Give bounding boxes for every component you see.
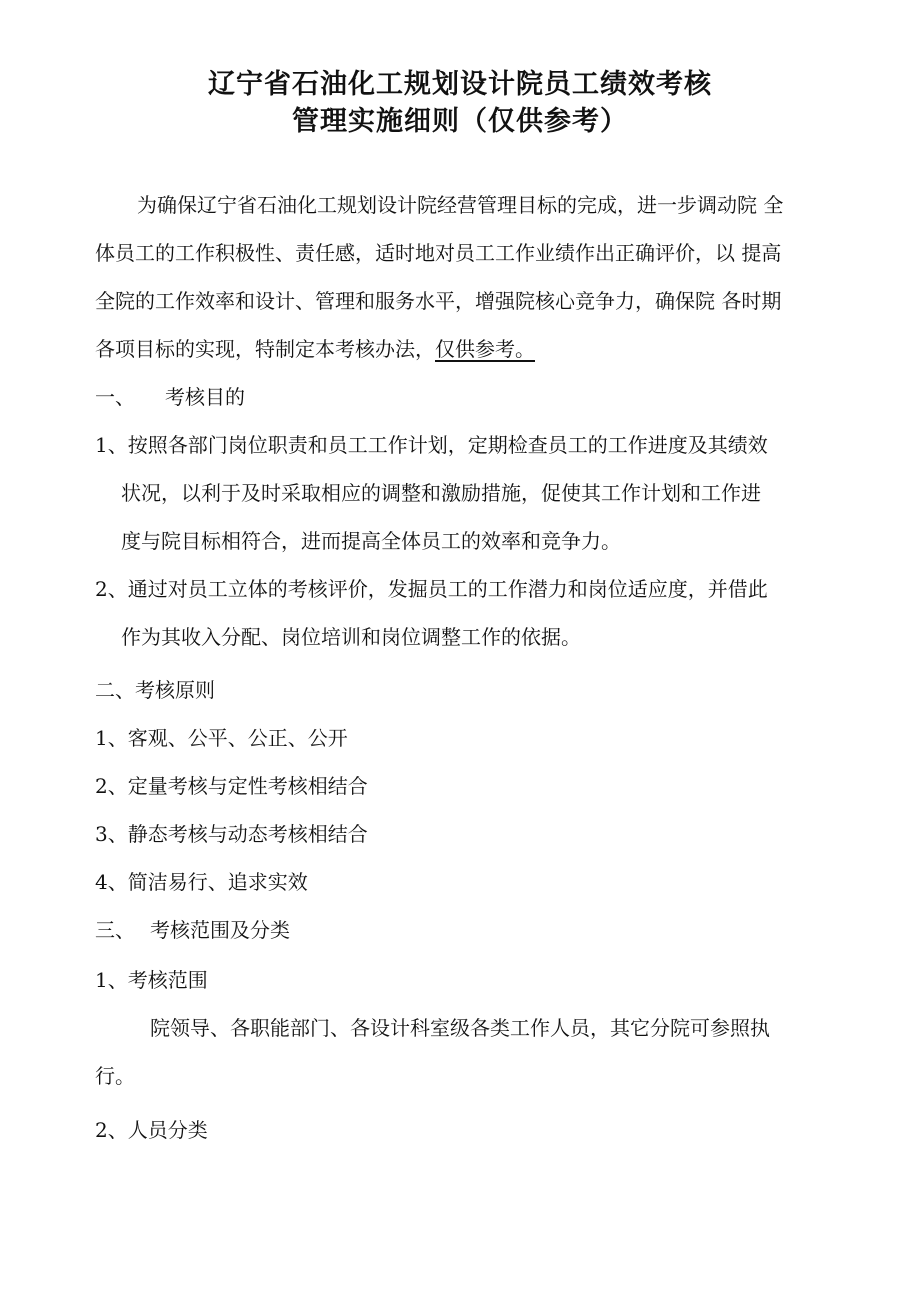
section-1-item-2-line-1: 2、通过对员工立体的考核评价，发掘员工的工作潜力和岗位适应度，并借此 — [95, 577, 768, 601]
intro-line-2: 体员工的工作积极性、责任感，适时地对员工工作业绩作出正确评价，以 提高 — [95, 241, 782, 265]
intro-line-3: 全院的工作效率和设计、管理和服务水平，增强院核心竞争力，确保院 各时期 — [95, 289, 782, 313]
intro-line-4 — [95, 336, 535, 362]
section-3-sub-2-heading: 2、人员分类 — [95, 1118, 208, 1142]
section-2-heading: 二、考核原则 — [95, 678, 215, 702]
document-title-line-2: 管理实施细则（仅供参考） — [292, 106, 628, 137]
intro-line-1: 为确保辽宁省石油化工规划设计院经营管理目标的完成，进一步调动院 全 — [137, 193, 784, 217]
section-1-item-2-line-2: 作为其收入分配、岗位培训和岗位调整工作的依据。 — [121, 625, 581, 649]
section-1-number: 一、 — [95, 385, 135, 409]
section-1-item-1-line-2: 状况，以利于及时采取相应的调整和激励措施，促使其工作计划和工作进 — [121, 481, 761, 505]
section-1-heading: 考核目的 — [165, 385, 245, 409]
section-3-heading: 考核范围及分类 — [150, 918, 290, 942]
intro-reference-note: 仅供参考。 — [435, 337, 535, 361]
document-title-line-1: 辽宁省石油化工规划设计院员工绩效考核 — [208, 69, 712, 100]
intro-line-4-text: 各项目标的实现，特制定本考核办法， — [95, 337, 435, 361]
section-3-number: 三、 — [95, 918, 135, 942]
section-3-sub-1-body-line-1: 院领导、各职能部门、各设计科室级各类工作人员，其它分院可参照执 — [150, 1016, 770, 1040]
section-2-item-1: 1、客观、公平、公正、公开 — [95, 726, 348, 750]
section-2-item-3: 3、静态考核与动态考核相结合 — [95, 822, 368, 846]
section-2-item-2: 2、定量考核与定性考核相结合 — [95, 774, 368, 798]
section-1-item-1-line-1: 1、按照各部门岗位职责和员工工作计划，定期检查员工的工作进度及其绩效 — [95, 433, 768, 457]
section-2-item-4: 4、简洁易行、追求实效 — [95, 870, 308, 894]
section-3-sub-1-body-line-2: 行。 — [95, 1064, 135, 1088]
section-1-item-1-line-3: 度与院目标相符合，进而提高全体员工的效率和竞争力。 — [121, 529, 621, 553]
section-3-sub-1-heading: 1、考核范围 — [95, 968, 208, 992]
